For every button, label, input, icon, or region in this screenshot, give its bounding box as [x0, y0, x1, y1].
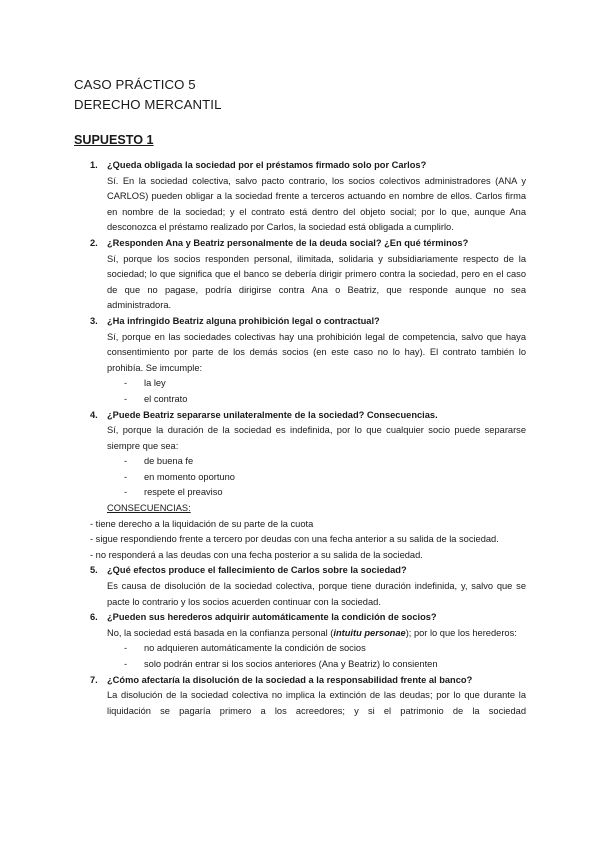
- list-item: - respete el preaviso: [124, 487, 223, 498]
- question-4: [90, 408, 526, 424]
- answer-1: Sí. En la sociedad colectiva, salvo pacto contrario, los socios colectivos administradores (ANA y CARLOS) pueden obligar a la sociedad frente a terceros actuando en nombre de ellos. Carlos firma en nombre de la sociedad; y el contrato está dentro del objeto social; por lo que, aunque Ana desconozca el préstamo realizado por Carlos, la sociedad está obligada a cumplirlo.: [107, 175, 526, 233]
- answer-3: Sí, porque en las sociedades colectivas hay una prohibición legal de competencia, salvo que haya consentimiento por parte de los demás socios (en este caso no lo hay). El contrato también lo prohibía. Se imcumple:: [107, 331, 526, 373]
- question-number: 7.: [90, 674, 98, 685]
- question-number: 2.: [90, 237, 98, 248]
- question-text: ¿Qué efectos produce el fallecimiento de Carlos sobre la sociedad?: [107, 565, 407, 576]
- question-number: 1.: [90, 160, 98, 170]
- consequences-heading: CONSECUENCIAS:: [107, 503, 191, 514]
- subject-title: DERECHO MERCANTIL: [74, 97, 222, 112]
- question-7: [90, 673, 526, 689]
- question-text: ¿Ha infringido Beatriz alguna prohibición legal o contractual?: [107, 315, 380, 326]
- consequence-item: - tiene derecho a la liquidación de su parte de la cuota: [90, 518, 314, 529]
- question-2: [90, 236, 526, 252]
- answer-5: Es causa de disolución de la sociedad colectiva, porque tiene duración indefinida, y, salvo que se pacte lo contrario y los socios acuerden continuar con la sociedad.: [107, 581, 526, 607]
- answer-4: Sí, porque la duración de la sociedad es indefinida, por lo que cualquier socio puede separarse siempre que sea:: [107, 425, 526, 451]
- question-text: ¿Cómo afectaría la disolución de la sociedad a la responsabilidad frente al banco?: [107, 674, 473, 685]
- question-number: 4.: [90, 409, 98, 420]
- questions-list: [90, 158, 526, 719]
- section-heading: SUPUESTO 1: [74, 133, 154, 147]
- answer-6: No, la sociedad está basada en la confianza personal (intuitu personae); por lo que los herederos:: [107, 627, 517, 638]
- question-text: ¿Puede Beatriz separarse unilateralmente de la sociedad? Consecuencias.: [107, 409, 438, 420]
- question-number: 3.: [90, 315, 98, 326]
- question-text: ¿Pueden sus herederos adquirir automáticamente la condición de socios?: [107, 612, 437, 623]
- answer-7: La disolución de la sociedad colectiva no implica la extinción de las deudas; por lo que durante la liquidación se pagaría primero a los acreedores; y si el patrimonio de la sociedad: [107, 690, 526, 716]
- question-number: 5.: [90, 565, 98, 576]
- question-6: [90, 610, 526, 626]
- consequence-item: - sigue respondiendo frente a tercero por deudas con una fecha anterior a su salida de la sociedad.: [90, 534, 499, 545]
- question-5: [90, 563, 526, 579]
- list-item: - la ley: [124, 378, 166, 389]
- list-item: - de buena fe: [124, 456, 194, 467]
- question-text: ¿Responden Ana y Beatriz personalmente de la deuda social? ¿En qué términos?: [107, 237, 469, 248]
- latin-term: intuitu personae: [333, 627, 406, 638]
- list-item: - en momento oportuno: [124, 471, 235, 482]
- case-title: CASO PRÁCTICO 5: [74, 77, 196, 92]
- question-text: ¿Queda obligada la sociedad por el préstamos firmado solo por Carlos?: [107, 160, 427, 170]
- list-item: - el contrato: [124, 393, 188, 404]
- answer-2: Sí, porque los socios responden personal, ilimitada, solidaria y subsidiariamente respecto de la sociedad; lo que significa que el banco se debería dirigir primero contra la sociedad, pero en el caso de que no pagase, podría dirigirse contra Ana o Beatriz, que responde aunque no sea administradora.: [107, 253, 526, 311]
- question-number: 6.: [90, 612, 98, 623]
- question-3: [90, 314, 526, 330]
- list-item: - solo podrán entrar si los socios anteriores (Ana y Beatriz) lo consienten: [124, 659, 438, 669]
- list-item: - no adquieren automáticamente la condición de socios: [124, 643, 366, 654]
- question-1: [90, 158, 526, 174]
- consequence-item: - no responderá a las deudas con una fecha posterior a su salida de la sociedad.: [90, 549, 423, 560]
